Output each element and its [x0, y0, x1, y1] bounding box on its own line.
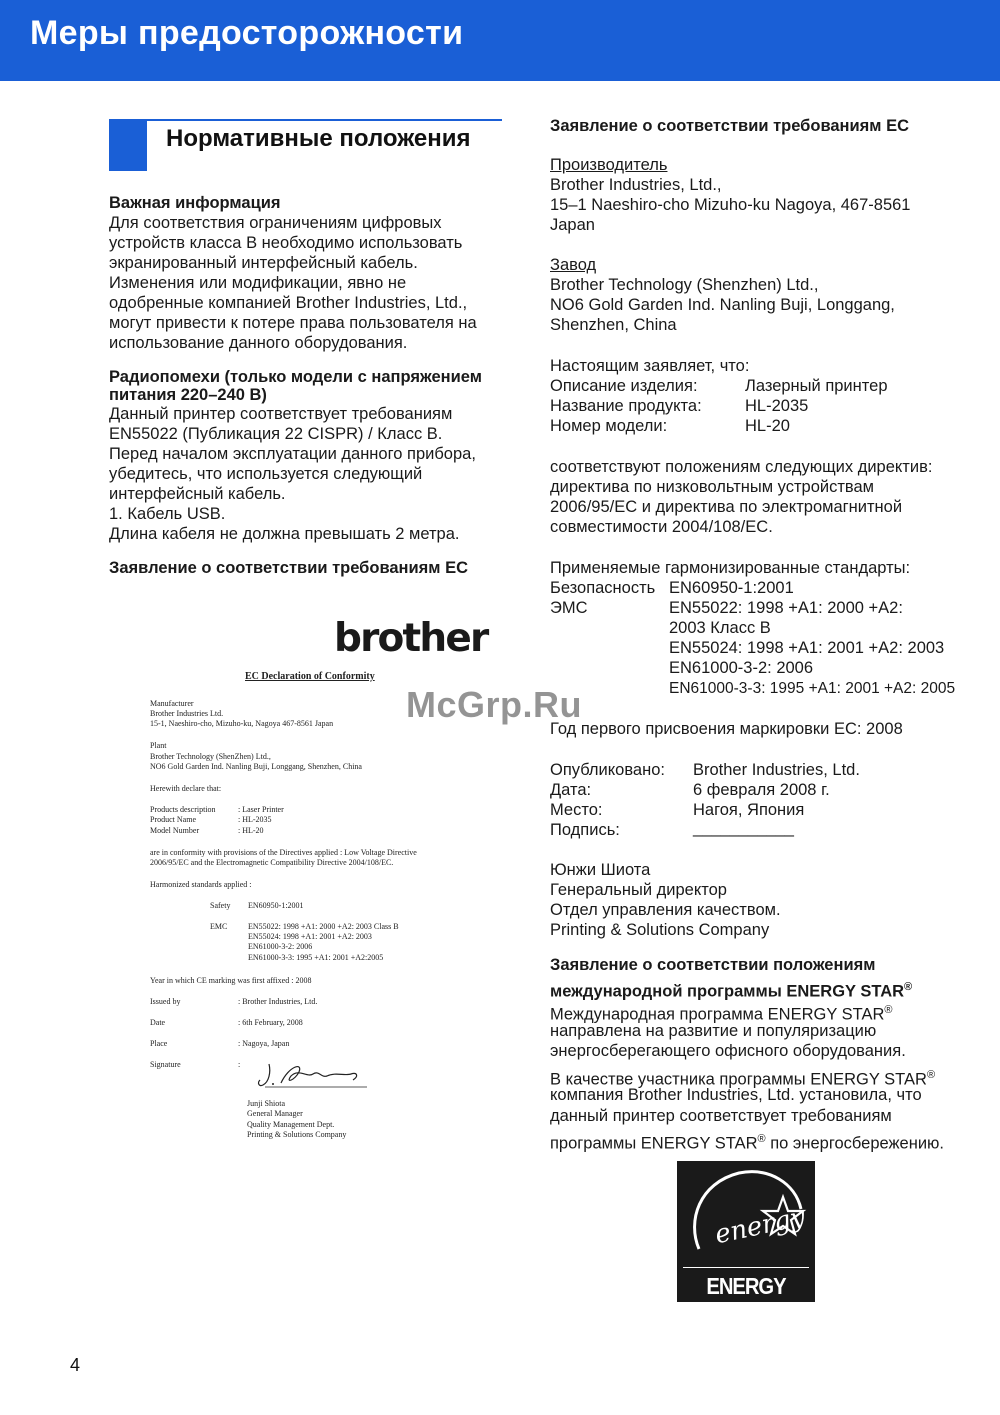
- svg-text:energy: energy: [712, 1201, 808, 1251]
- energy-star-icon: [677, 1161, 815, 1273]
- section-rule: [147, 119, 502, 121]
- energy-para: данный принтер соответствует требованиям: [550, 1107, 892, 1125]
- directives-line: совместимости 2004/108/EC.: [550, 518, 773, 536]
- cert-model-label: Model Number: [150, 826, 200, 835]
- safety-label: Безопасность: [550, 579, 656, 597]
- emc-line: EN55024: 1998 +A1: 2001 +A2: 2003: [669, 639, 945, 657]
- radio-line: 1. Кабель USB.: [109, 505, 226, 523]
- signer-line: Генеральный директор: [550, 881, 727, 899]
- radio-line: Данный принтер соответствует требованиям: [109, 405, 453, 423]
- plant-line: NO6 Gold Garden Ind. Nanling Buji, Longgang,: [550, 296, 895, 314]
- date-label: Дата:: [550, 781, 592, 799]
- cert-plant-label: Plant: [150, 741, 167, 750]
- important-line: экранированный интерфейсный кабель.: [109, 254, 418, 272]
- cert-emc-line: EN55022: 1998 +A1: 2000 +A2: 2003 Class B: [248, 922, 399, 931]
- ec-heading-left: Заявление о соответствии требованиям ЕС: [109, 559, 469, 577]
- cert-safety-value: EN60950-1:2001: [248, 901, 304, 910]
- signer-line: Отдел управления качеством.: [550, 901, 781, 919]
- page-number: 4: [70, 1355, 81, 1375]
- year-line: Год первого присвоения маркировки ЕС: 2008: [550, 720, 903, 738]
- published-value: Brother Industries, Ltd.: [693, 761, 860, 779]
- watermark: McGrp.Ru: [406, 684, 583, 725]
- important-line: одобренные компанией Brother Industries, Ltd.,: [109, 294, 468, 312]
- model-value: HL-20: [745, 417, 790, 435]
- cert-signer-line: Printing & Solutions Company: [247, 1130, 347, 1139]
- radio-line: EN55022 (Публикация 22 CISPR) / Класс B.: [109, 425, 443, 443]
- declare-line: Настоящим заявляет, что:: [550, 357, 750, 375]
- energy-star-logo: [677, 1161, 815, 1326]
- manufacturer-line: Brother Industries, Ltd.,: [550, 176, 722, 194]
- cert-herewith: Herewith declare that:: [150, 784, 222, 793]
- cert-emc-line: EN61000-3-2: 2006: [248, 942, 313, 951]
- cert-model-value: : HL-20: [238, 826, 264, 835]
- radio-heading: Радиопомехи (только модели с напряжением: [109, 368, 482, 386]
- cert-plant-name: Brother Technology (ShenZhen) Ltd.,: [150, 752, 271, 761]
- manufacturer-line: Japan: [550, 216, 595, 234]
- energy-para: энергосберегающего офисного оборудования.: [550, 1042, 906, 1060]
- standards-heading: Применяемые гармонизированные стандарты:: [550, 559, 911, 577]
- energy-star-label: ENERGY STAR: [706, 1273, 786, 1326]
- cert-safety-label: Safety: [210, 901, 231, 910]
- radio-line: убедитесь, что используется следующий: [109, 465, 423, 483]
- directives-line: соответствуют положениям следующих директив:: [550, 458, 933, 476]
- cert-place-label: Place: [150, 1039, 168, 1048]
- cert-conformity: 2006/95/EC and the Electromagnetic Compatibility Directive 2004/108/EC.: [150, 858, 394, 867]
- cert-issued-value: : Brother Industries, Ltd.: [238, 997, 318, 1006]
- cert-signature-label: Signature: [150, 1060, 181, 1069]
- emc-label: ЭМС: [550, 599, 588, 617]
- cert-desc-label: Products description: [150, 805, 216, 814]
- directives-line: 2006/95/EC и директива по электромагнитной: [550, 498, 903, 516]
- emc-line: EN55022: 1998 +A1: 2000 +A2:: [669, 599, 903, 617]
- product-name-value: HL-2035: [745, 397, 809, 415]
- cert-harmonized: Harmonized standards applied :: [150, 880, 252, 889]
- plant-label: Завод: [550, 256, 597, 274]
- energy-para: В качестве участника программы ENERGY STAR®: [550, 1069, 936, 1089]
- cert-manufacturer-address: 15-1, Naeshiro-cho, Mizuho-ku, Nagoya 467-8561 Japan: [150, 719, 334, 728]
- manufacturer-line: 15–1 Naeshiro-cho Mizuho-ku Nagoya, 467-8561: [550, 196, 911, 214]
- energy-para: Международная программа ENERGY STAR®: [550, 1004, 893, 1024]
- energy-para: компания Brother Industries, Ltd. установила, что: [550, 1086, 922, 1104]
- important-line: могут привести к потере права пользователя на: [109, 314, 477, 332]
- energy-heading: международной программы ENERGY STAR®: [550, 981, 913, 1001]
- header-band: [0, 0, 1000, 81]
- signature-line: ___________: [693, 819, 794, 837]
- place-value: Нагоя, Япония: [693, 801, 805, 819]
- manufacturer-label: Производитель: [550, 156, 668, 174]
- important-line: использование данного оборудования.: [109, 334, 408, 352]
- emc-line: 2003 Класс B: [669, 619, 771, 637]
- important-line: устройств класса B необходимо использовать: [109, 234, 463, 252]
- signer-line: Printing & Solutions Company: [550, 921, 770, 939]
- energy-para: направлена на развитие и популяризацию: [550, 1022, 877, 1040]
- cert-conformity: are in conformity with provisions of the Directives applied : Low Voltage Directive: [150, 848, 417, 857]
- cert-desc-value: : Laser Printer: [238, 805, 284, 814]
- cert-name-label: Product Name: [150, 815, 196, 824]
- safety-value: EN60950-1:2001: [669, 579, 794, 597]
- signer-line: Юнжи Шиота: [550, 861, 651, 879]
- cert-emc-line: EN61000-3-3: 1995 +A1: 2001 +A2:2005: [248, 953, 384, 962]
- date-value: 6 февраля 2008 г.: [693, 781, 830, 799]
- published-label: Опубликовано:: [550, 761, 665, 779]
- energy-para: программы ENERGY STAR® по энергосбережению.: [550, 1133, 945, 1153]
- radio-line: интерфейсный кабель.: [109, 485, 286, 503]
- cert-date-label: Date: [150, 1018, 166, 1027]
- radio-line: Длина кабеля не должна превышать 2 метра.: [109, 525, 460, 543]
- plant-line: Shenzhen, China: [550, 316, 677, 334]
- cert-manufacturer-name: Brother Industries Ltd.: [150, 709, 224, 718]
- cert-date-value: : 6th February, 2008: [238, 1018, 303, 1027]
- cert-emc-line: EN55024: 1998 +A1: 2001 +A2: 2003: [248, 932, 372, 941]
- certificate-title: EC Declaration of Conformity: [245, 671, 375, 682]
- page-title: Меры предосторожности: [30, 14, 464, 52]
- important-line: Изменения или модификации, явно не: [109, 274, 407, 292]
- desc-label: Описание изделия:: [550, 377, 698, 395]
- ec-heading-right: Заявление о соответствии требованиям ЕС: [550, 117, 910, 135]
- signature-label: Подпись:: [550, 821, 620, 839]
- section-heading: [109, 119, 502, 171]
- place-label: Место:: [550, 801, 603, 819]
- cert-signer-line: General Manager: [247, 1109, 303, 1118]
- cert-signer-line: Quality Management Dept.: [247, 1120, 335, 1129]
- important-line: Для соответствия ограничениям цифровых: [109, 214, 442, 232]
- cert-place-value: : Nagoya, Japan: [238, 1039, 290, 1048]
- cert-manufacturer-label: Manufacturer: [150, 699, 194, 708]
- cert-signer-line: Junji Shiota: [247, 1099, 286, 1108]
- desc-value: Лазерный принтер: [745, 377, 888, 395]
- energy-heading: Заявление о соответствии положениям: [550, 956, 876, 974]
- cert-year: Year in which CE marking was first affixed : 2008: [150, 976, 312, 985]
- cert-signature-colon: :: [238, 1060, 241, 1069]
- directives-line: директива по низковольтным устройствам: [550, 478, 875, 496]
- section-title: Нормативные положения: [166, 125, 471, 152]
- cert-issued-label: Issued by: [150, 997, 181, 1006]
- radio-heading: питания 220–240 В): [109, 386, 267, 404]
- energy-star-rule: [683, 1267, 809, 1268]
- plant-line: Brother Technology (Shenzhen) Ltd.,: [550, 276, 819, 294]
- cert-plant-address: NO6 Gold Garden Ind. Nanling Buji, Longgang, Shenzhen, China: [150, 762, 362, 771]
- product-name-label: Название продукта:: [550, 397, 702, 415]
- radio-line: Перед началом эксплуатации данного прибора,: [109, 445, 476, 463]
- handwritten-signature: [255, 1058, 370, 1092]
- emc-line: EN61000-3-3: 1995 +A1: 2001 +A2: 2005: [669, 680, 956, 697]
- cert-name-value: : HL-2035: [238, 815, 272, 824]
- important-heading: Важная информация: [109, 194, 281, 212]
- brother-logo: brother: [334, 616, 488, 661]
- section-bar: [109, 119, 147, 171]
- cert-emc-label: EMC: [210, 922, 228, 931]
- emc-line: EN61000-3-2: 2006: [669, 659, 814, 677]
- model-label: Номер модели:: [550, 417, 668, 435]
